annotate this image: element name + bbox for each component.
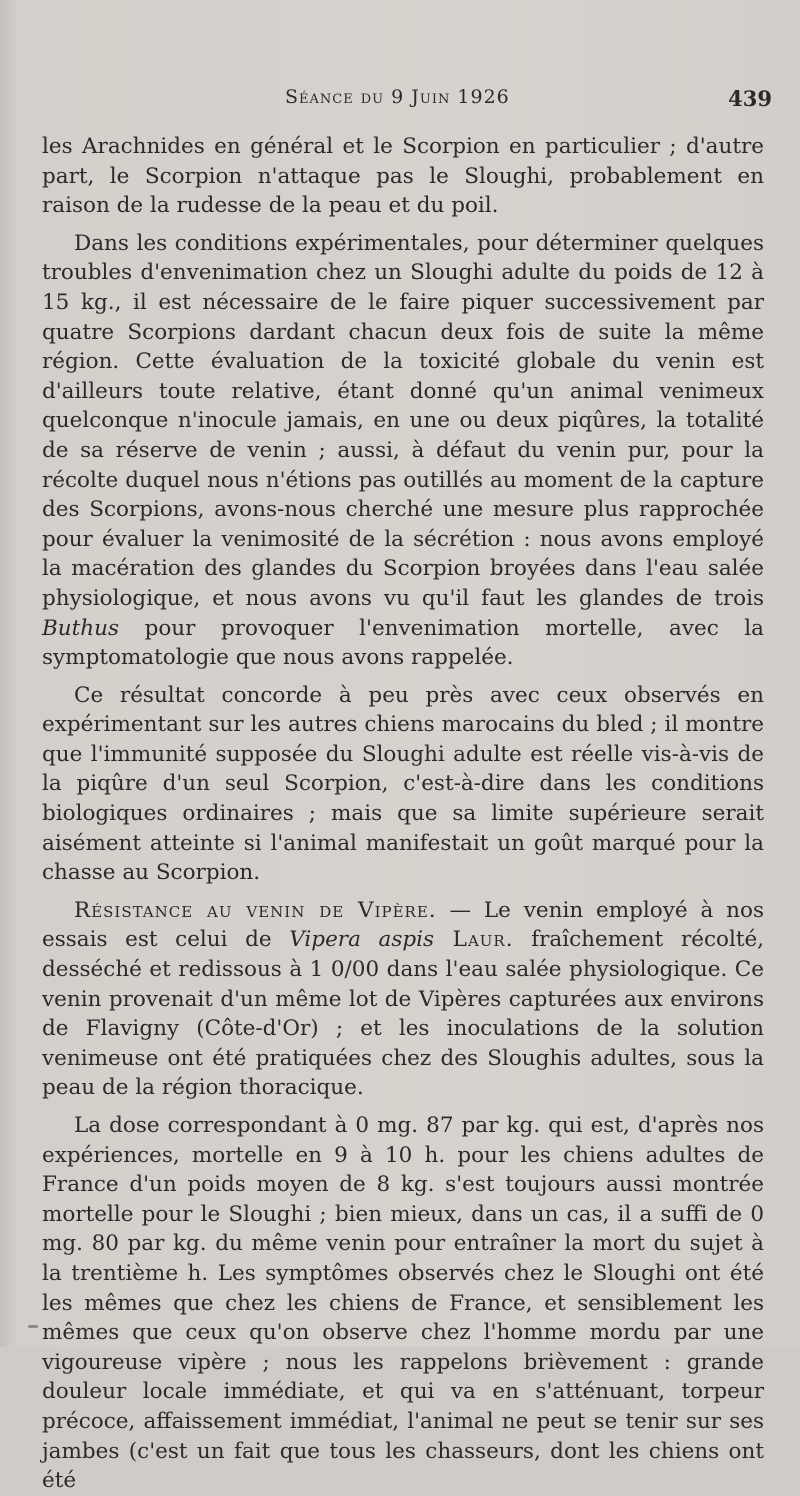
page-header <box>0 86 800 116</box>
running-head: Séance du 9 Juin 1926 <box>285 86 510 108</box>
page-mark <box>28 1325 38 1328</box>
paragraph-5-text: La dose correspondant à 0 mg. 87 par kg. qui est, d'après nos expériences, mortelle en 9 à 10 h. pour les chiens adultes de France d'un poids moyen de 8 kg. s'est toujours aussi montrée mortelle pour le Sloughi ; bien mieux, dans un cas, il a suffi de 0 mg. 80 par kg. du même venin pour entraîner la mort du sujet à la trentième h. Les symptômes observés chez le Sloughi ont été les mêmes que chez les chiens de France, et sensiblement les mêmes que ceux qu'on observe chez l'homme mordu par une vigoureuse vipère ; nous les rappelons brièvement : grande douleur locale immédiate, et qui va en s'atténuant, torpeur précoce, affaissement immédiat, l'animal ne peut se tenir sur ses jambes (c'est un fait que tous les chasseurs, dont les chiens ont été <box>42 1113 764 1494</box>
paragraph-5 <box>42 1111 764 1496</box>
paragraph-2-text-b: pour provoquer l'envenimation mortelle, avec la symptomatologie que nous avons rappelée. <box>42 615 764 671</box>
paragraph-4 <box>42 896 764 1103</box>
paragraph-3 <box>42 681 764 888</box>
species-vipera-aspis: Vipera aspis <box>289 927 435 953</box>
paragraph-1-text: les Arachnides en général et le Scorpion en particulier ; d'autre part, le Scorpion n'attaque pas le Sloughi, probablement en raison de la rudesse de la peau et du poil. <box>42 134 764 219</box>
page-number: 439 <box>728 86 772 111</box>
paragraph-4-text-a: — Le venin employé à nos essais est celui de <box>42 897 764 953</box>
section-heading-viper: Résistance au venin de Vipère. <box>74 897 437 923</box>
species-author: Laur. <box>434 927 514 953</box>
paragraph-3-text: Ce résultat concorde à peu près avec ceux observés en expérimentant sur les autres chiens marocains du bled ; il montre que l'immunité supposée du Sloughi adulte est réelle vis-à-vis de la piqûre d'un seul Scorpion, c'est-à-dire dans les conditions biologiques ordinaires ; mais que sa limite supérieure serait aisément atteinte si l'animal manifestait un goût marqué pour la chasse au Scorpion. <box>42 682 764 886</box>
paragraph-2 <box>42 229 764 673</box>
body-text <box>42 132 764 1496</box>
paragraph-4-text-b: fraîchement récolté, desséché et redissous à 1 0/00 dans l'eau salée physiologique. Ce venin provenait d'un même lot de Vipères capturées aux environs de Flavigny (Côte-d'Or) ; et les inoculations de la solution venimeuse ont été pratiquées chez des Sloughis adultes, sous la peau de la région thoracique. <box>42 927 765 1101</box>
paragraph-2-text-a: Dans les conditions expérimentales, pour déterminer quelques troubles d'envenimation chez un Sloughi adulte du poids de 12 à 15 kg., il est nécessaire de le faire piquer successivement par quatre Scorpions dardant chacun deux fois de suite la même région. Cette évaluation de la toxicité globale du venin est d'ailleurs toute relative, étant donné qu'un animal venimeux quelconque n'inocule jamais, en une ou deux piqûres, la totalité de sa réserve de venin ; aussi, à défaut du venin pur, pour la récolte duquel nous n'étions pas outillés au moment de la capture des Scorpions, avons-nous cherché une mesure plus rapprochée pour évaluer la venimosité de la sécrétion : nous avons employé la macération des glandes du Scorpion broyées dans l'eau salée physiologique, et nous avons vu qu'il faut les glandes de trois <box>42 230 764 611</box>
paragraph-1 <box>42 132 764 221</box>
genus-buthus: Buthus <box>42 615 120 641</box>
